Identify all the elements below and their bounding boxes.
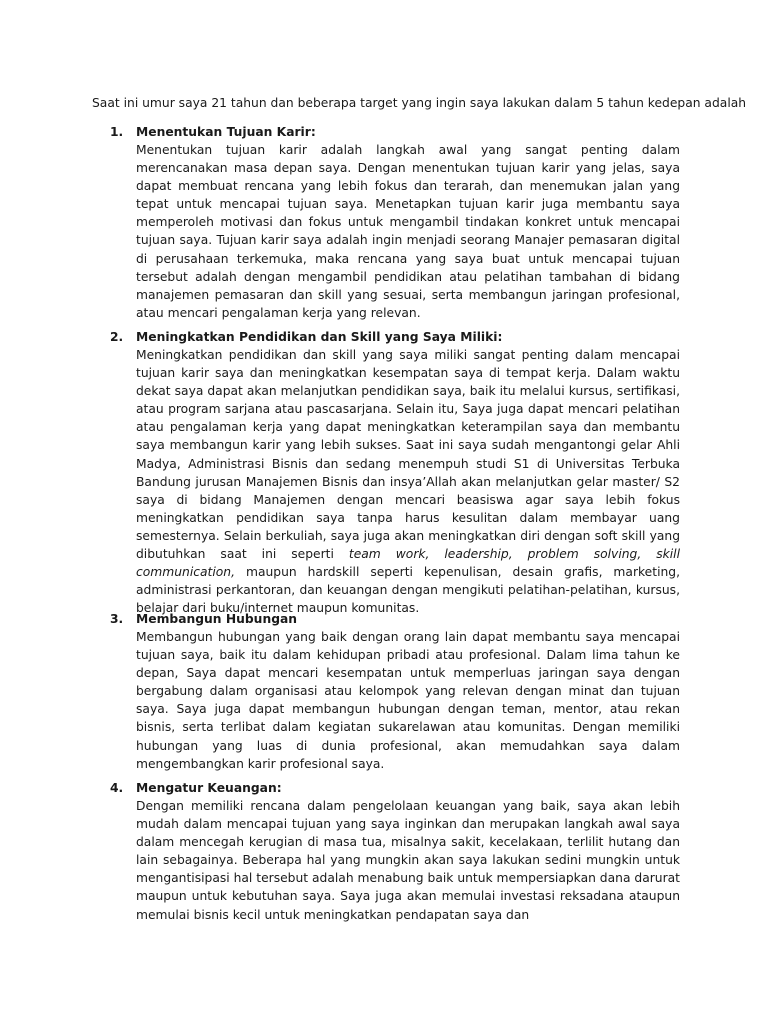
list-number: 2. <box>110 330 124 344</box>
body-text: Meningkatkan pendidikan dan skill yang saya miliki sangat penting dalam mencapai tujuan karir saya dan meningkatkan kesempatan saya di tempat kerja. Dalam waktu dekat saya dapat akan melanjutkan pendidikan saya, baik itu melalui kursus, sertifikasi, atau program sarjana atau pascasarjana. Selain itu, Saya juga dapat mencari pelatihan atau pengalaman kerja yang dapat meningkatkan keterampilan saya dan membantu saya membangun karir yang lebih sukses. Saat ini saya sudah mengantongi gelar Ahli Madya, Administrasi Bisnis dan sedang menempuh studi S1 di Universitas Terbuka Bandung jurusan Manajemen Bisnis dan insya’Allah akan melanjutkan gelar master/ S2 saya di bidang Manajemen dengan mencari beasiswa agar saya lebih fokus meningkatkan pendidikan saya tanpa harus kesulitan dalam membayar uang semesternya. Selain berkuliah, saya juga akan meningkatkan diri dengan soft skill yang dibutuhkan saat ini seperti <box>136 348 680 562</box>
list-item-education-skill <box>110 328 680 617</box>
list-item-relationships <box>110 610 680 773</box>
list-item-body: Menentukan tujuan karir adalah langkah awal yang sangat penting dalam merencanakan masa depan saya. Dengan menentukan tujuan karir yang jelas, saya dapat membuat rencana yang lebih fokus dan terarah, dan menemukan jalan yang tepat untuk mencapai tujuan saya. Menetapkan tujuan karir juga membantu saya memperoleh motivasi dan fokus untuk mengambil tindakan konkret untuk mencapai tujuan saya. Tujuan karir saya adalah ingin menjadi seorang Manajer pemasaran digital di perusahaan terkemuka, maka rencana yang saya buat untuk mencapai tujuan tersebut adalah dengan mengambil pendidikan atau pelatihan tambahan di bidang manajemen pemasaran dan skill yang sesuai, serta membangun jaringan profesional, atau mencari pengalaman kerja yang relevan. <box>136 143 680 320</box>
list-item-heading: Mengatur Keuangan: <box>136 781 282 795</box>
list-number: 4. <box>110 781 124 795</box>
list-number: 3. <box>110 612 124 626</box>
list-item-body <box>136 346 680 617</box>
italic-soft-skills: team work, leadership, problem solving, skill communication, <box>136 547 680 580</box>
list-item-body: Membangun hubungan yang baik dengan orang lain dapat membantu saya mencapai tujuan saya, baik itu dalam kehidupan pribadi atau profesional. Dalam lima tahun ke depan, Saya dapat mencari kesempatan untuk memperluas jaringan saya dengan bergabung dalam organisasi atau kelompok yang relevan dengan minat dan tujuan saya. Saya juga dapat membangun hubungan dengan teman, mentor, atau rekan bisnis, serta terlibat dalam kegiatan sukarelawan atau komunitas. Dengan memiliki hubungan yang luas di dunia profesional, akan memudahkan saya dalam mengembangkan karir profesional saya. <box>136 630 680 771</box>
list-number: 1. <box>110 125 124 139</box>
list-item-body: Dengan memiliki rencana dalam pengelolaan keuangan yang baik, saya akan lebih mudah dalam mencapai tujuan yang saya inginkan dan merupakan langkah awal saya dalam mencegah kerugian di masa tua, misalnya sakit, kecelakaan, terlilit hutang dan lain sebagainya. Beberapa hal yang mungkin akan saya lakukan sedini mungkin untuk mengantisipasi hal tersebut adalah menabung baik untuk mempersiapkan dana darurat maupun untuk kebutuhan saya. Saya juga akan memulai investasi reksadana ataupun memulai bisnis kecil untuk meningkatkan pendapatan saya dan <box>136 799 680 922</box>
list-item-heading: Membangun Hubungan <box>136 612 298 626</box>
list-item-finance <box>110 779 680 924</box>
list-item-career-goal <box>110 123 680 322</box>
list-item-heading: Meningkatkan Pendidikan dan Skill yang Saya Miliki: <box>136 330 503 344</box>
body-text: maupun hardskill seperti kepenulisan, desain grafis, marketing, administrasi perkantoran, dan keuangan dengan mengikuti pelatihan-pelatihan, kursus, belajar dari buku/internet maupun komunitas. <box>136 565 680 616</box>
intro-paragraph: Saat ini umur saya 21 tahun dan beberapa target yang ingin saya lakukan dalam 5 tahun kedepan adalah <box>92 96 747 110</box>
list-item-heading: Menentukan Tujuan Karir: <box>136 125 316 139</box>
